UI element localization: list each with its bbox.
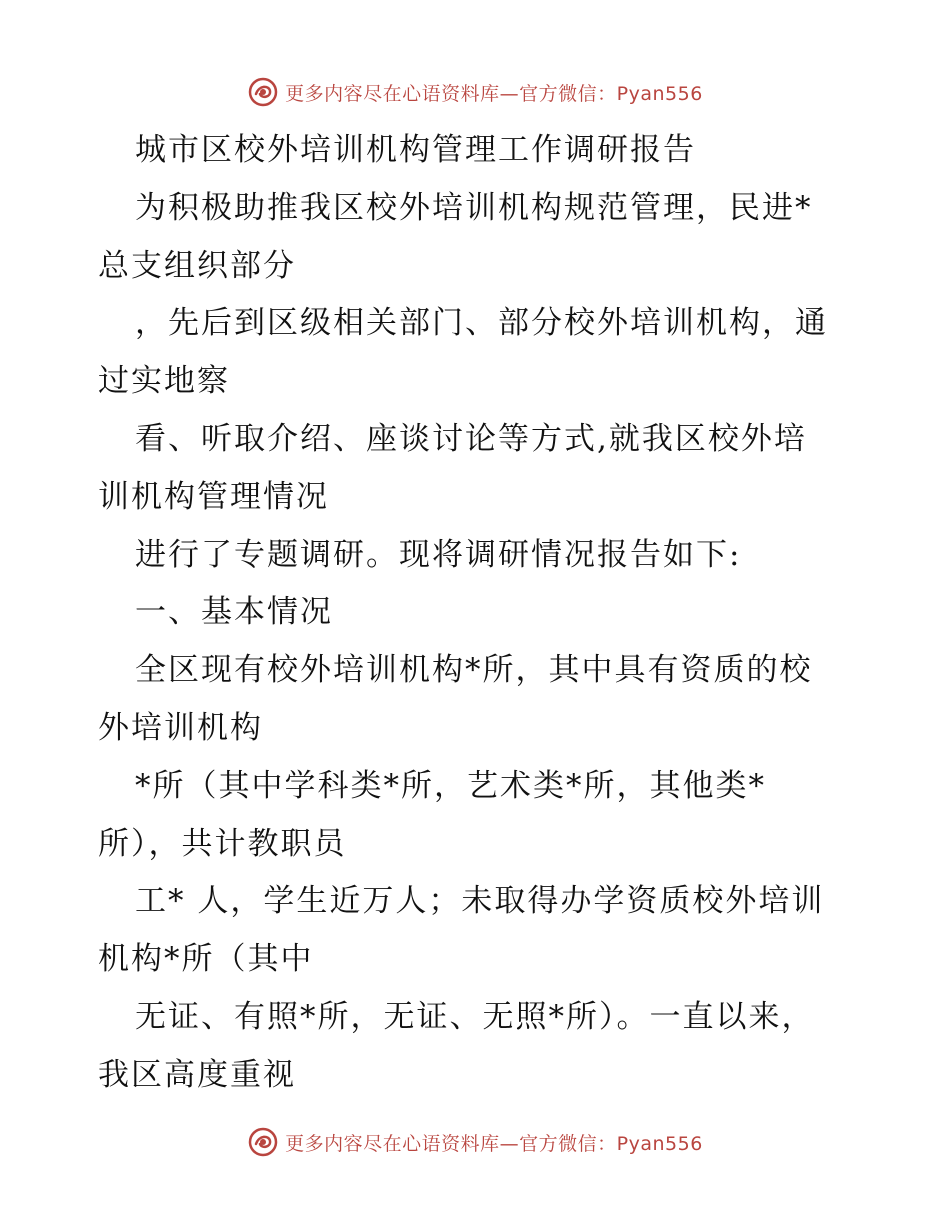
logo-swirl-icon [247, 76, 279, 108]
text-line: 为积极助推我区校外培训机构规范管理，民进* [135, 189, 813, 226]
text-line: 过实地察 [98, 363, 230, 400]
logo-swirl-icon [247, 1126, 279, 1158]
text-line: 一、基本情况 [135, 594, 333, 631]
watermark [247, 1126, 703, 1158]
page-footer-watermark [0, 1122, 950, 1162]
text-line: 训机构管理情况 [98, 478, 329, 515]
text-line: 我区高度重视 [98, 1056, 296, 1093]
text-line: 工* 人，学生近万人；未取得办学资质校外培训 [135, 883, 825, 920]
text-line: 总支组织部分 [98, 247, 296, 284]
text-line: 全区现有校外培训机构*所，其中具有资质的校 [135, 652, 813, 689]
text-line: 城市区校外培训机构管理工作调研报告 [135, 132, 696, 168]
document-body [98, 122, 858, 1105]
watermark [247, 76, 703, 108]
text-line: 进行了专题调研。现将调研情况报告如下: [135, 536, 742, 573]
text-line: 外培训机构 [98, 709, 263, 746]
text-line: 机构*所（其中 [98, 941, 314, 978]
text-line: ，先后到区级相关部门、部分校外培训机构，通 [135, 305, 828, 342]
text-line: *所（其中学科类*所，艺术类*所，其他类* [135, 767, 766, 804]
text-line: 无证、有照*所，无证、无照*所）。一直以来， [135, 998, 815, 1035]
watermark-text: 更多内容尽在心语资料库—官方微信：Pyan556 [285, 82, 703, 105]
text-line: 看、听取介绍、座谈讨论等方式,就我区校外培 [135, 420, 807, 457]
watermark-text: 更多内容尽在心语资料库—官方微信：Pyan556 [285, 1132, 703, 1155]
text-line: 所），共计教职员 [98, 825, 347, 862]
page-header-watermark [0, 72, 950, 112]
